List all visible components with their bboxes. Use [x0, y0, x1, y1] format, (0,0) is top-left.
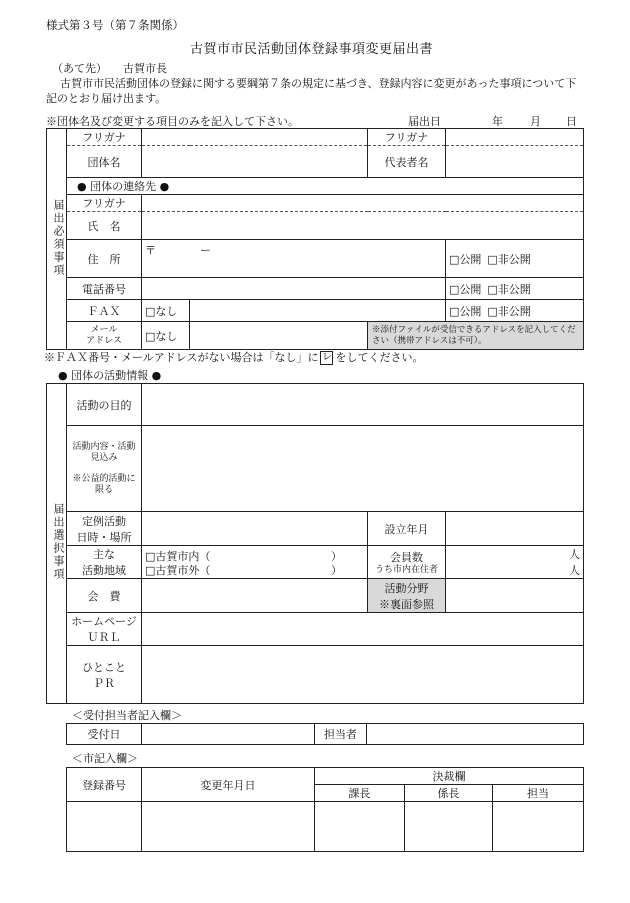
reception-table — [66, 723, 584, 745]
pr-label-1: ひとこと — [82, 660, 126, 674]
fax-label: ＦＡＸ — [67, 300, 142, 322]
members-unit-1: 人 — [569, 548, 580, 561]
chief-label: 課長 — [315, 785, 405, 802]
year-label: 年 — [492, 115, 503, 128]
in-charge-stamp[interactable] — [493, 802, 584, 852]
reception-staff-label: 担当者 — [315, 724, 367, 745]
phone-label: 電話番号 — [67, 278, 142, 300]
phone-input[interactable] — [142, 278, 446, 300]
homepage-label-2: ＵＲＬ — [87, 631, 121, 644]
group-name-label: 団体名 — [67, 146, 142, 178]
activity-heading: ● 団体の活動情報 ● — [58, 369, 162, 382]
reception-staff-input[interactable] — [367, 724, 584, 745]
phone-public-checkbox[interactable]: □公開 — [449, 282, 482, 296]
reg-no-label: 登録番号 — [67, 768, 142, 802]
required-side-cell — [47, 129, 67, 350]
reception-date-label: 受付日 — [67, 724, 142, 745]
note-top: ※団体名及び変更する項目のみを記入して下さい。 — [46, 115, 299, 128]
email-label — [67, 322, 142, 350]
area-label-1: 主な — [93, 548, 115, 561]
established-input[interactable] — [446, 512, 584, 546]
name-input[interactable] — [142, 212, 584, 240]
homepage-label — [67, 613, 142, 646]
regular-label-2: 日時・場所 — [76, 530, 132, 544]
furigana-label: フリガナ — [67, 129, 142, 146]
form-number: 様式第３号（第７条関係） — [46, 18, 184, 32]
in-charge-label: 担当 — [493, 785, 584, 802]
email-input[interactable] — [190, 322, 368, 350]
members-label — [368, 546, 446, 579]
reception-label: ＜受付担当者記入欄＞ — [72, 709, 182, 722]
homepage-label-1: ホームページ — [71, 615, 137, 628]
body-text: 古賀市市民活動団体の登録に関する要綱第７条の規定に基づき、登録内容に変更があった事項について下記のとおり届け出ます。 — [46, 77, 577, 105]
fax-public-checkbox[interactable]: □公開 — [449, 304, 482, 318]
out-city-checkbox[interactable]: □古賀市外（ — [145, 564, 211, 577]
fax-note — [44, 349, 423, 365]
required-table — [46, 128, 584, 350]
addressee — [52, 60, 167, 76]
address-public-checkbox[interactable]: □公開 — [449, 252, 482, 266]
members-input[interactable] — [446, 546, 584, 579]
field-label-2: ※裏面参照 — [379, 597, 434, 611]
rep-name-label: 代表者名 — [368, 146, 446, 178]
change-date-input[interactable] — [142, 802, 315, 852]
regular-label — [67, 512, 142, 546]
pr-label-2: ＰＲ — [93, 676, 115, 690]
field-label-1: 活動分野 — [384, 581, 429, 595]
city-label: ＜市記入欄＞ — [72, 752, 138, 765]
fee-input[interactable] — [142, 579, 368, 613]
address-private-checkbox[interactable]: □非公開 — [487, 252, 531, 266]
area-input[interactable] — [142, 546, 368, 579]
furigana-input[interactable] — [142, 129, 368, 146]
chief-stamp[interactable] — [315, 802, 405, 852]
members-label-2: うち市内在住者 — [374, 564, 438, 575]
submit-date-label: 届出日 — [408, 115, 441, 128]
check-mark-icon: レ — [321, 352, 332, 363]
contact-furigana-input[interactable] — [142, 195, 584, 212]
change-date-label: 変更年月日 — [142, 768, 315, 802]
name-label: 氏 名 — [67, 212, 142, 240]
rep-furigana-label: フリガナ — [368, 129, 446, 146]
fax-note-a: ※ＦＡＸ番号・メールアドレスがない場合は「なし」に — [44, 351, 319, 364]
area-label — [67, 546, 142, 579]
pr-input[interactable] — [142, 646, 584, 704]
fax-none-checkbox[interactable]: □なし — [142, 300, 190, 322]
city-table — [66, 767, 584, 852]
fax-visibility — [446, 300, 584, 322]
email-none-checkbox[interactable]: □なし — [142, 322, 190, 350]
fax-note-b: をしてください。 — [335, 351, 424, 364]
field-label — [368, 579, 446, 613]
rep-furigana-input[interactable] — [446, 129, 584, 146]
sub-chief-stamp[interactable] — [405, 802, 493, 852]
regular-input[interactable] — [142, 512, 368, 546]
fax-private-checkbox[interactable]: □非公開 — [487, 304, 531, 318]
field-input[interactable] — [446, 579, 584, 613]
activity-side-label: 届出選択事項 — [52, 503, 65, 581]
content-label-2: ※公益的活動に限る — [72, 473, 136, 495]
in-city-checkbox[interactable]: □古賀市内（ — [145, 550, 211, 563]
email-label-1: メール — [90, 324, 118, 335]
area-label-2: 活動地域 — [82, 564, 126, 577]
content-label-1: 活動内容・活動見込み — [72, 441, 136, 463]
activity-table — [46, 383, 584, 704]
fee-label: 会 費 — [67, 579, 142, 613]
pr-label — [67, 646, 142, 704]
homepage-input[interactable] — [142, 613, 584, 646]
regular-label-1: 定例活動 — [82, 514, 126, 528]
members-unit-2: 人 — [569, 564, 580, 577]
content-label — [67, 426, 142, 512]
purpose-label: 活動の目的 — [67, 384, 142, 426]
contact-heading: ● 団体の連絡先 ● — [67, 178, 584, 195]
sub-chief-label: 係長 — [405, 785, 493, 802]
out-city-close: ） — [331, 564, 342, 577]
phone-private-checkbox[interactable]: □非公開 — [487, 282, 531, 296]
required-side-label: 届出必須事項 — [52, 198, 65, 277]
in-city-close: ） — [331, 550, 342, 563]
rep-name-input[interactable] — [446, 146, 584, 178]
fax-input[interactable] — [190, 300, 446, 322]
address-label: 住 所 — [67, 240, 142, 278]
approval-label: 決裁欄 — [315, 768, 584, 785]
address-input[interactable] — [142, 240, 446, 278]
postal-mark: 〒 ー — [145, 244, 211, 257]
email-note: ※添付ファイルが受信できるアドレスを記入してください（携帯アドレスは不可）。 — [368, 322, 584, 350]
purpose-input[interactable] — [142, 384, 584, 426]
content-input[interactable] — [142, 426, 584, 512]
group-name-input[interactable] — [142, 146, 368, 178]
phone-visibility — [446, 278, 584, 300]
reception-date-input[interactable] — [142, 724, 315, 745]
addressee-value: 古賀市長 — [123, 62, 167, 75]
day-label: 日 — [566, 115, 577, 128]
address-visibility — [446, 240, 584, 278]
month-label: 月 — [530, 115, 541, 128]
activity-side-cell — [47, 384, 67, 704]
addressee-label: （あて先） — [52, 62, 107, 75]
members-label-1: 会員数 — [390, 550, 423, 564]
reg-no-input[interactable] — [67, 802, 142, 852]
email-label-2: アドレス — [86, 335, 122, 346]
page-title: 古賀市市民活動団体登録事項変更届出書 — [190, 42, 434, 57]
established-label: 設立年月 — [368, 512, 446, 546]
contact-furigana-label: フリガナ — [67, 195, 142, 212]
